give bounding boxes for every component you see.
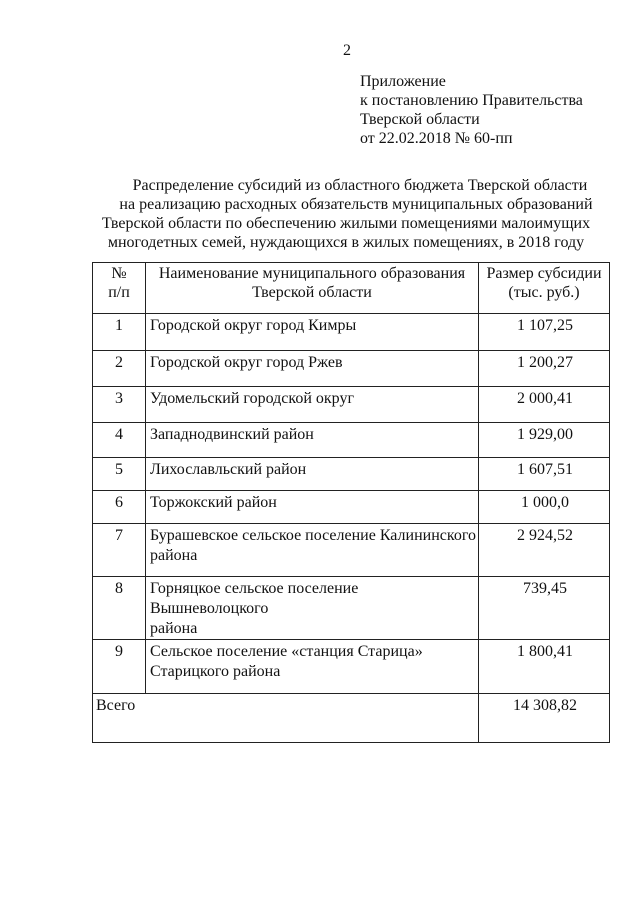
table-row [93,458,610,491]
table-row [93,577,610,640]
table-header-row [93,263,610,314]
cell-number: 7 [93,524,146,577]
cell-number: 6 [93,491,146,524]
cell-name: Сельское поселение «станция Старица» Старицкого района [146,640,479,694]
page-number: 2 [343,42,351,59]
cell-number: 1 [93,314,146,351]
total-label: Всего [93,694,479,743]
header-cell-number: № п/п [93,263,146,314]
cell-name: Бурашевское сельское поселение Калининского района [146,524,479,577]
title-line: на реализацию расходных обязательств муниципальных образований [119,196,593,213]
header-cell-name: Наименование муниципального образования Тверской области [146,263,479,314]
appendix-line: Приложение [360,73,446,90]
cell-amount: 2 000,41 [479,387,610,423]
total-row [93,694,610,743]
cell-name: Городской округ город Кимры [146,314,479,351]
cell-number: 3 [93,387,146,423]
cell-name: Городской округ город Ржев [146,351,479,387]
appendix-block [360,72,583,148]
title-line: Тверской области по обеспечению жилыми помещениями малоимущих [101,215,591,232]
title-line: многодетных семей, нуждающихся в жилых помещениях, в 2018 году [107,234,585,251]
cell-name: Западнодвинский район [146,423,479,458]
table-row [93,423,610,458]
cell-number: 4 [93,423,146,458]
table-row [93,387,610,423]
cell-number: 9 [93,640,146,694]
document-title [90,176,610,252]
subsidy-table [92,262,610,743]
cell-amount: 1 929,00 [479,423,610,458]
cell-number: 8 [93,577,146,640]
cell-amount: 1 200,27 [479,351,610,387]
cell-number: 5 [93,458,146,491]
cell-name: Лихославльский район [146,458,479,491]
table-row [93,524,610,577]
cell-amount: 1 107,25 [479,314,610,351]
table-row [93,314,610,351]
appendix-line: Тверской области [360,111,480,128]
appendix-line: от 22.02.2018 № 60-пп [360,130,513,147]
cell-number: 2 [93,351,146,387]
table-row [93,351,610,387]
cell-amount: 1 800,41 [479,640,610,694]
appendix-line: к постановлению Правительства [360,92,583,109]
header-cell-amount: Размер субсидии (тыс. руб.) [479,263,610,314]
total-amount: 14 308,82 [479,694,610,743]
cell-amount: 2 924,52 [479,524,610,577]
table-row [93,640,610,694]
cell-name: Горняцкое сельское поселение Вышневолоцкого района [146,577,479,640]
cell-name: Удомельский городской округ [146,387,479,423]
title-line: Распределение субсидий из областного бюджета Тверской области [132,177,588,194]
table-row [93,491,610,524]
cell-amount: 739,45 [479,577,610,640]
cell-amount: 1 000,0 [479,491,610,524]
cell-amount: 1 607,51 [479,458,610,491]
cell-name: Торжокский район [146,491,479,524]
